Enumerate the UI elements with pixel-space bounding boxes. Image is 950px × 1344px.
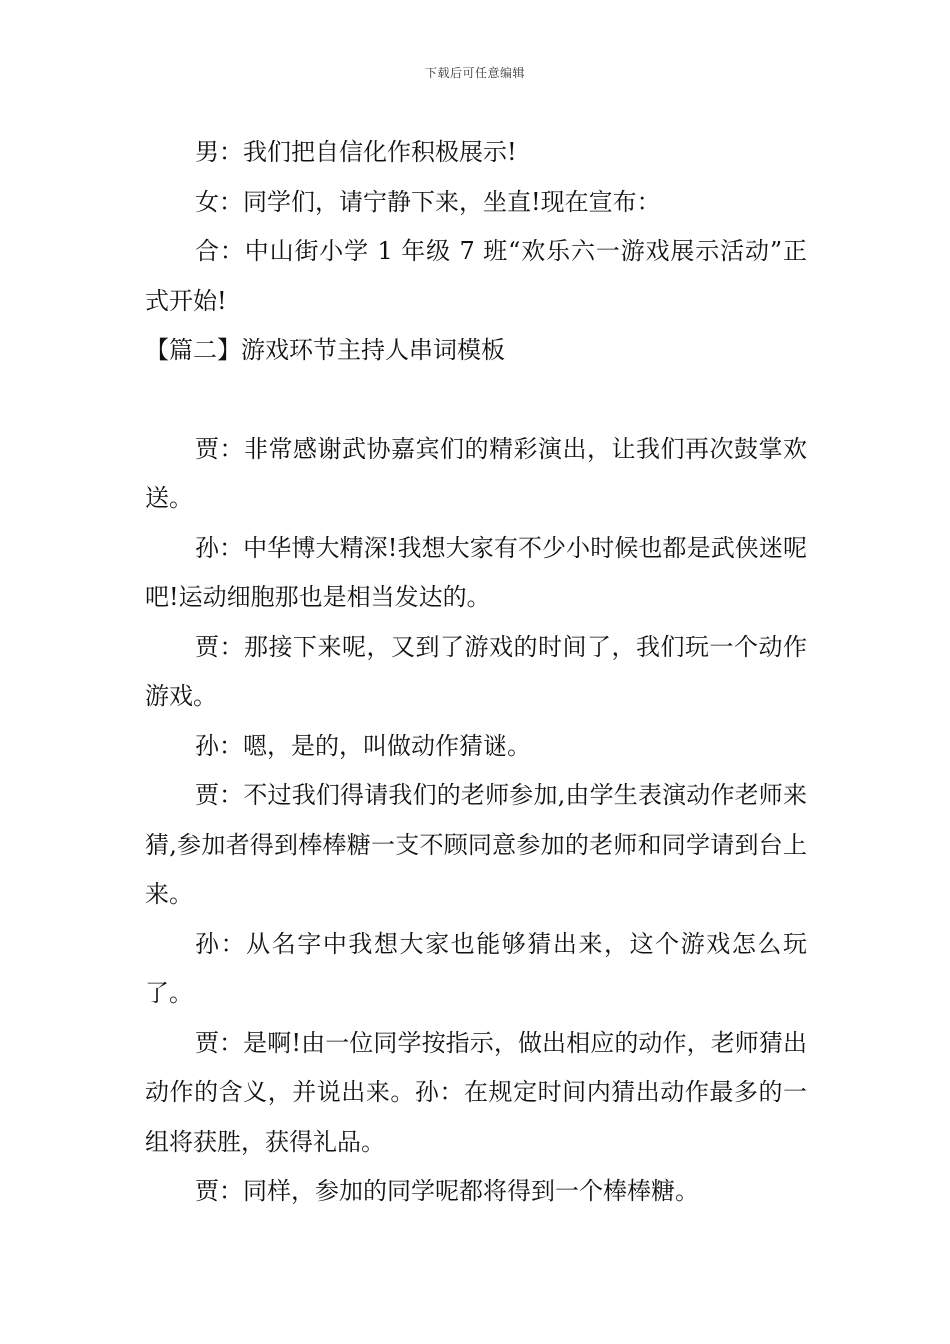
paragraph: 贾：是啊!由一位同学按指示，做出相应的动作，老师猜出动作的含义，并说出来。孙：在规定时间内猜出动作最多的一组将获胜，获得礼品。 xyxy=(145,1028,807,1156)
blank-line xyxy=(145,376,807,425)
paragraph: 女：同学们，请宁静下来，坐直!现在宣布： xyxy=(195,187,661,216)
paragraph: 贾：不过我们得请我们的老师参加,由学生表演动作老师来猜,参加者得到棒棒糖一支不顾同意参加的老师和同学请到台上来。 xyxy=(145,781,807,908)
paragraph: 贾：那接下来呢，又到了游戏的时间了，我们玩一个动作游戏。 xyxy=(145,632,807,710)
page-header: 下载后可任意编辑 xyxy=(424,66,525,80)
paragraph: 孙：从名字中我想大家也能够猜出来，这个游戏怎么玩了。 xyxy=(145,929,807,1007)
document-body xyxy=(145,128,807,1217)
paragraph: 男：我们把自信化作积极展示! xyxy=(195,138,517,166)
paragraph: 孙：中华博大精深!我想大家有不少小时候也都是武侠迷呢吧!运动细胞那也是相当发达的。 xyxy=(145,533,807,611)
paragraph: 孙：嗯，是的，叫做动作猜谜。 xyxy=(195,731,531,760)
section-heading: 【篇二】游戏环节主持人串词模板 xyxy=(145,336,505,364)
paragraph: 贾：非常感谢武协嘉宾们的精彩演出，让我们再次鼓掌欢送。 xyxy=(145,434,807,512)
paragraph: 贾：同样，参加的同学呢都将得到一个棒棒糖。 xyxy=(195,1177,699,1205)
paragraph: 合：中山街小学 1 年级 7 班“欢乐六一游戏展示活动”正式开始! xyxy=(145,237,807,315)
